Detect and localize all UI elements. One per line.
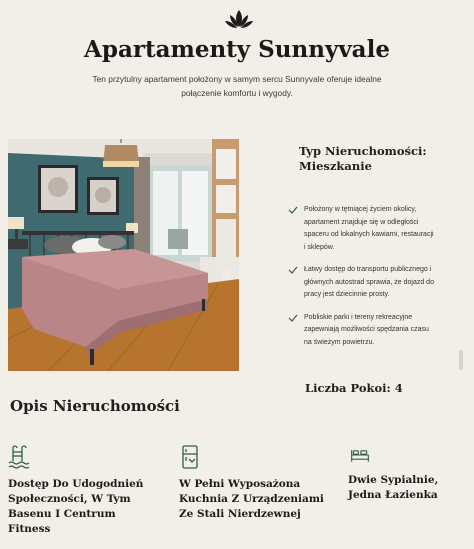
feature-list	[288, 204, 468, 359]
pool-icon	[8, 445, 30, 469]
feature-item	[288, 264, 468, 302]
amenity-item	[348, 445, 468, 503]
property-type-label: Typ Nieruchomości:	[299, 144, 427, 158]
page-subtitle: Ten przytulny apartament położony w samym sercu Sunnyvale oferuje idealne połączenie komfortu i wygody.	[92, 74, 382, 98]
amenity-label: Dostęp Do Udogodnień Społeczności, W Tym Basenu I Centrum Fitness	[8, 478, 144, 535]
bed-icon	[348, 445, 372, 465]
page-title: Apartamenty Sunnyvale	[84, 36, 390, 63]
feature-text: Pobliskie parki i tereny rekreacyjne zapewniają możliwości spędzania czasu na świeżym powietrzu.	[304, 313, 429, 346]
feature-item	[288, 204, 468, 254]
kitchen-icon	[179, 445, 201, 469]
bedroom-photo	[8, 139, 239, 371]
lotus-icon	[224, 8, 254, 30]
amenity-label: W Pełni Wyposażona Kuchnia Z Urządzeniami Ze Stali Nierdzewnej	[179, 478, 324, 520]
amenity-item	[8, 445, 158, 537]
feature-text: Położony w tętniącej życiem okolicy, apartament znajduje się w odległości spaceru od lokalnych kawiarni, restauracji i sklepów.	[304, 206, 434, 251]
room-count: Liczba Pokoi: 4	[305, 381, 403, 395]
feature-item	[288, 312, 468, 350]
amenity-item	[179, 445, 329, 522]
check-icon	[288, 313, 298, 323]
check-icon	[288, 205, 298, 215]
check-icon	[288, 265, 298, 275]
property-type-value: Mieszkanie	[299, 159, 372, 173]
feature-text: Łatwy dostęp do transportu publicznego i głównych autostrad sprawia, że dojazd do pracy jest dziecinnie prosty.	[304, 266, 434, 298]
description-heading: Opis Nieruchomości	[10, 397, 180, 415]
feature-list-scrollbar[interactable]	[459, 350, 463, 370]
amenity-label: Dwie Sypialnie, Jedna Łazienka	[348, 474, 439, 501]
property-type	[299, 144, 449, 174]
